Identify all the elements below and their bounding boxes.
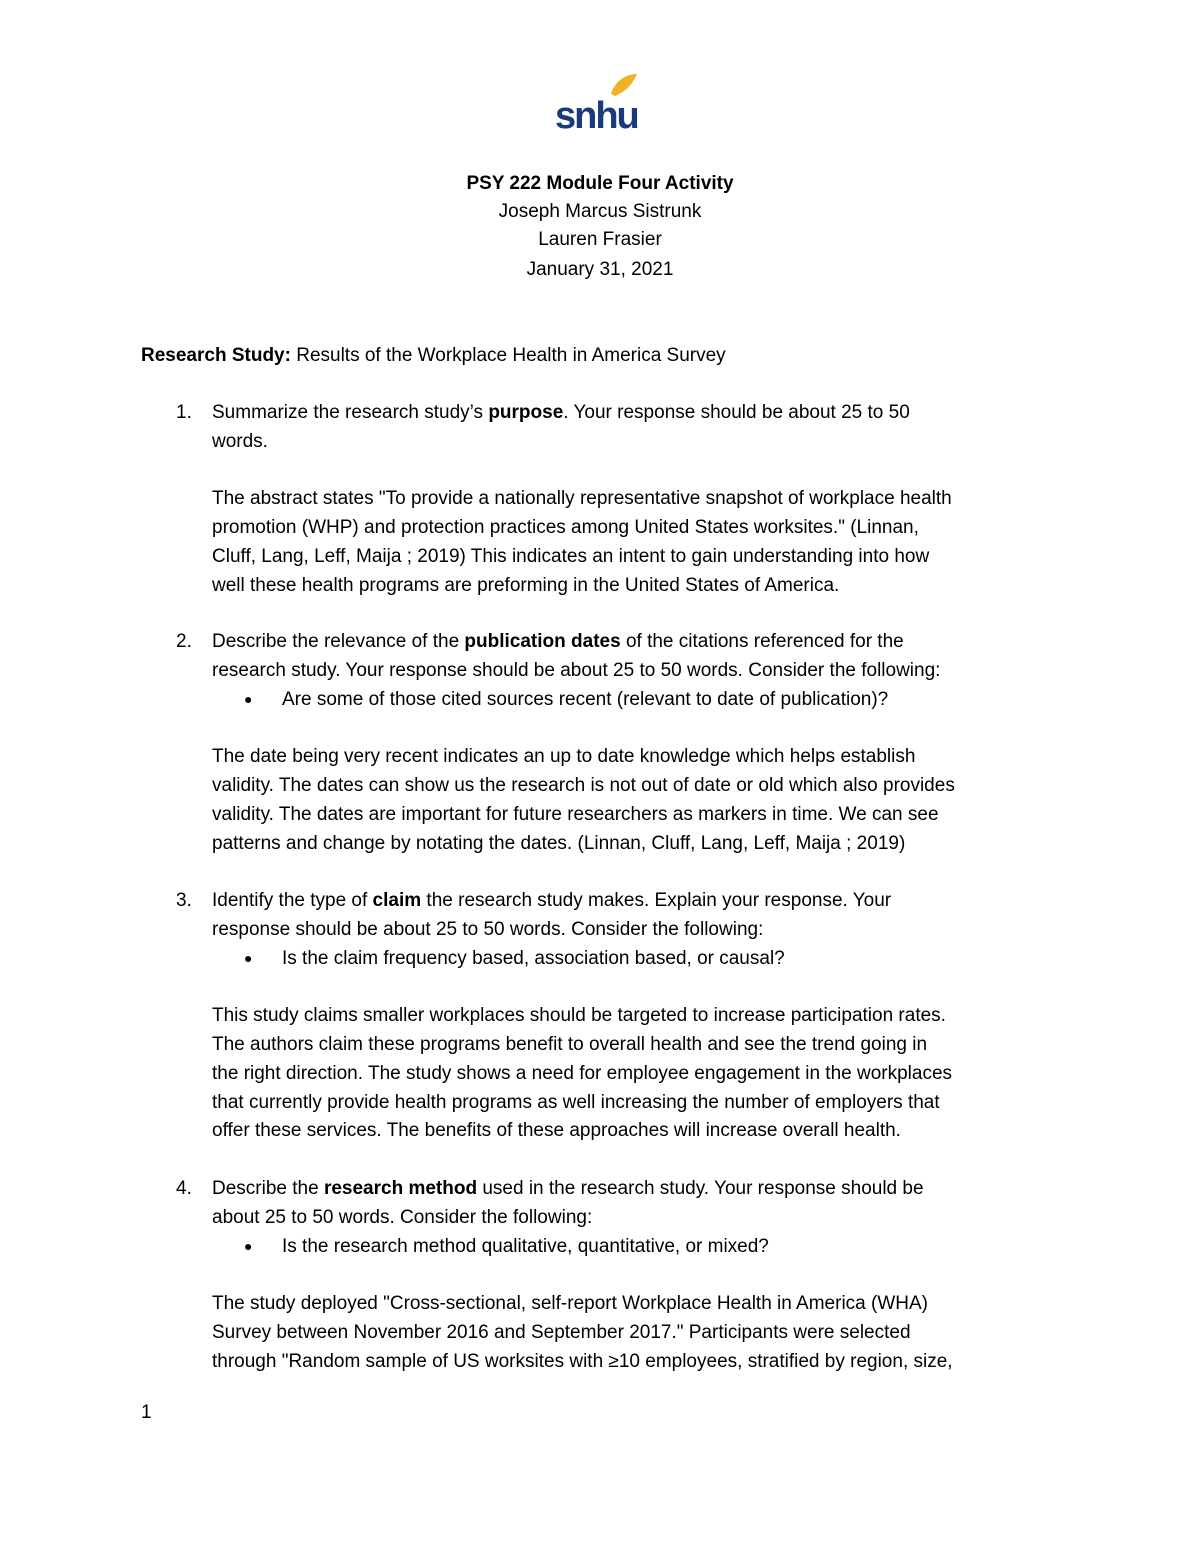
answer-line: Survey between November 2016 and September 2017." Participants were selected bbox=[212, 1322, 911, 1343]
question-text-line: research study. Your response should be about 25 to 50 words. Consider the following: bbox=[212, 659, 941, 681]
author-name: Joseph Marcus Sistrunk bbox=[498, 201, 702, 222]
question-keyword: publication dates bbox=[464, 631, 621, 652]
question-text-line: Identify the type of claim the research study makes. Explain your response. Your bbox=[212, 890, 892, 911]
question-text-line: Describe the relevance of the publication dates of the citations referenced for the bbox=[212, 631, 904, 652]
bullet-text: Are some of those cited sources recent (relevant to date of publication)? bbox=[282, 688, 889, 710]
question-number: 2. bbox=[176, 631, 192, 652]
answer-line: the right direction. The study shows a need for employee engagement in the workplaces bbox=[212, 1062, 953, 1084]
research-study-label: Research Study: bbox=[141, 345, 291, 366]
question-text-line: words. bbox=[212, 430, 268, 452]
bullet-text: Is the claim frequency based, association based, or causal? bbox=[282, 947, 785, 969]
question-number: 1. bbox=[176, 402, 192, 423]
question-keyword: research method bbox=[323, 1178, 478, 1199]
question-number: 3. bbox=[176, 890, 192, 911]
question-text-line: Summarize the research study’s purpose. Your response should be about 25 to 50 bbox=[212, 402, 910, 423]
question-keyword: purpose bbox=[488, 402, 564, 423]
answer-line: This study claims smaller workplaces should be targeted to increase participation rates. bbox=[212, 1005, 946, 1027]
bullet-icon: ● bbox=[244, 949, 253, 966]
answer-line: validity. The dates can show us the research is not out of date or old which also provides bbox=[212, 775, 955, 796]
question-text-line: response should be about 25 to 50 words. Consider the following: bbox=[212, 918, 764, 940]
page-number: 1 bbox=[141, 1402, 152, 1423]
answer-line: validity. The dates are important for future researchers as markers in time. We can see bbox=[212, 803, 939, 825]
document-title: PSY 222 Module Four Activity bbox=[466, 173, 734, 194]
answer-line: well these health programs are preforming in the United States of America. bbox=[212, 574, 840, 596]
answer-line: through "Random sample of US worksites with ≥10 employees, stratified by region, size, bbox=[212, 1350, 953, 1372]
answer-line: The study deployed "Cross-sectional, self-report Workplace Health in America (WHA) bbox=[212, 1293, 928, 1315]
question-keyword: claim bbox=[372, 890, 422, 911]
snhu-logo bbox=[553, 72, 643, 134]
answer-line: that currently provide health programs as well increasing the number of employers that bbox=[212, 1091, 940, 1113]
instructor-name: Lauren Frasier bbox=[538, 229, 662, 250]
bullet-icon: ● bbox=[244, 1237, 253, 1254]
question-text-line: about 25 to 50 words. Consider the following: bbox=[212, 1206, 593, 1228]
bullet-icon: ● bbox=[244, 690, 253, 707]
answer-line: offer these services. The benefits of these approaches will increase overall health. bbox=[212, 1120, 901, 1142]
svg-text:snhu: snhu bbox=[555, 95, 638, 134]
question-text-line: Describe the research method used in the research study. Your response should be bbox=[212, 1178, 924, 1199]
research-study-line bbox=[141, 341, 726, 370]
answer-line: The date being very recent indicates an up to date knowledge which helps establish bbox=[212, 746, 916, 768]
answer-line: Cluff, Lang, Leff, Maija ; 2019) This indicates an intent to gain understanding into how bbox=[212, 546, 930, 567]
research-study-title: Results of the Workplace Health in America Survey bbox=[290, 345, 726, 366]
answer-line: promotion (WHP) and protection practices among United States worksites." (Linnan, bbox=[212, 517, 919, 539]
question-number: 4. bbox=[176, 1178, 192, 1199]
bullet-text: Is the research method qualitative, quantitative, or mixed? bbox=[282, 1235, 769, 1257]
answer-line: The abstract states "To provide a nationally representative snapshot of workplace health bbox=[212, 488, 952, 510]
document-date: January 31, 2021 bbox=[526, 259, 674, 280]
answer-line: The authors claim these programs benefit to overall health and see the trend going in bbox=[212, 1034, 928, 1055]
answer-line: patterns and change by notating the dates. (Linnan, Cluff, Lang, Leff, Maija ; 2019) bbox=[212, 832, 906, 854]
